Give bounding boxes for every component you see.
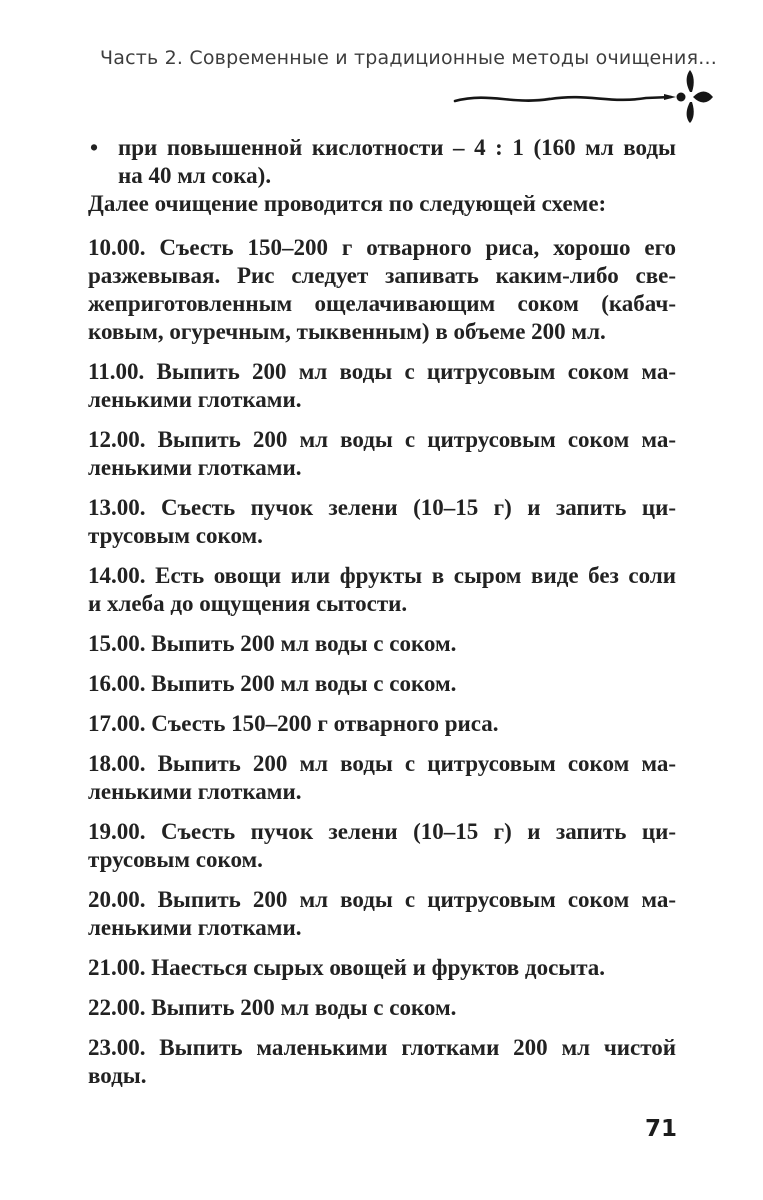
time-label: 19.00. (88, 819, 146, 844)
page-body (88, 134, 676, 1102)
text-line: и хлеба до ощущения сытости. (88, 591, 408, 616)
schedule-item (88, 954, 676, 982)
text-line: 22.00. Выпить 200 мл воды с соком. (88, 995, 457, 1020)
text-line: 18.00. Выпить 200 мл воды с цитрусовым соком ма- (88, 751, 676, 776)
time-label: 23.00. (88, 1035, 146, 1060)
time-label: 21.00. (88, 955, 146, 980)
bullet-item (88, 134, 676, 190)
schedule-item (88, 670, 676, 698)
time-label: 10.00. (88, 235, 146, 260)
text-line: 23.00. Выпить маленькими глотками 200 мл чистой (88, 1035, 676, 1060)
bullet-marker: • (90, 135, 99, 160)
time-label: 12.00. (88, 427, 146, 452)
time-label: 14.00. (88, 563, 146, 588)
text-line: 14.00. Есть овощи или фрукты в сыром виде без соли (88, 563, 676, 588)
bullet-text (118, 134, 676, 190)
time-label: 11.00. (88, 359, 145, 384)
time-label: 17.00. (88, 711, 146, 736)
text-line: ленькими глотками. (88, 455, 302, 480)
schedule-item (88, 994, 676, 1022)
text-line: трусовым соком. (88, 523, 263, 548)
page-number: 71 (644, 1116, 677, 1142)
schedule-item (88, 494, 676, 550)
text-line: трусовым соком. (88, 847, 263, 872)
schedule-item (88, 710, 676, 738)
time-label: 18.00. (88, 751, 146, 776)
text-line: воды. (88, 1063, 147, 1088)
text-line: ленькими глотками. (88, 779, 302, 804)
schedule-item (88, 562, 676, 618)
intro-line: Далее очищение проводится по следующей схеме: (88, 191, 607, 216)
text-line: 13.00. Съесть пучок зелени (10–15 г) и запить ци- (88, 495, 676, 520)
schedule-item (88, 426, 676, 482)
text-line: 17.00. Съесть 150–200 г отварного риса. (88, 711, 499, 736)
time-label: 16.00. (88, 671, 146, 696)
text-line: 11.00. Выпить 200 мл воды с цитрусовым соком ма- (88, 359, 676, 384)
schedule-item (88, 630, 676, 658)
running-header: Часть 2. Современные и традиционные методы очищения... (100, 47, 717, 69)
time-label: 20.00. (88, 887, 146, 912)
text-line: 15.00. Выпить 200 мл воды с соком. (88, 631, 457, 656)
text-line: при повышенной кислотности – 4 : 1 (160 мл воды (118, 135, 676, 160)
schedule-item (88, 358, 676, 414)
time-label: 15.00. (88, 631, 146, 656)
schedule-list (88, 234, 676, 1090)
flourish-ornament-icon (450, 68, 715, 124)
text-line: ленькими глотками. (88, 387, 302, 412)
schedule-item (88, 234, 676, 346)
text-line: 21.00. Наесться сырых овощей и фруктов досыта. (88, 955, 606, 980)
text-line: 20.00. Выпить 200 мл воды с цитрусовым соком ма- (88, 887, 676, 912)
text-line: ленькими глотками. (88, 915, 302, 940)
schedule-item (88, 886, 676, 942)
schedule-item (88, 818, 676, 874)
text-line: на 40 мл сока). (118, 163, 272, 188)
time-label: 22.00. (88, 995, 146, 1020)
text-line: разжевывая. Рис следует запивать каким-либо све- (88, 263, 676, 288)
schedule-item (88, 1034, 676, 1090)
text-line: жеприготовленным ощелачивающим соком (кабач- (88, 291, 676, 316)
text-line: ковым, огуречным, тыквенным) в объеме 200 мл. (88, 319, 606, 344)
schedule-item (88, 750, 676, 806)
time-label: 13.00. (88, 495, 146, 520)
text-line: 19.00. Съесть пучок зелени (10–15 г) и запить ци- (88, 819, 676, 844)
text-line: 16.00. Выпить 200 мл воды с соком. (88, 671, 457, 696)
text-line: 10.00. Съесть 150–200 г отварного риса, хорошо его (88, 235, 676, 260)
text-line: 12.00. Выпить 200 мл воды с цитрусовым соком ма- (88, 427, 676, 452)
